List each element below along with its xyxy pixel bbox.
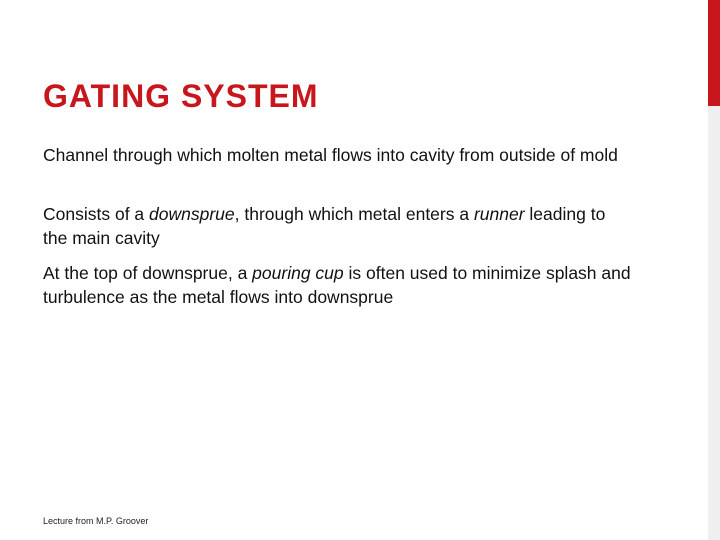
paragraph-pouring-cup: [43, 261, 633, 309]
footer-credit: Lecture from M.P. Groover: [43, 516, 149, 526]
slide-title: GATING SYSTEM: [43, 78, 319, 114]
paragraph-channel: Channel through which molten metal flows into cavity from outside of mold: [43, 145, 618, 165]
text-run: Consists of a: [43, 204, 150, 224]
paragraph-downsprue: [43, 202, 633, 250]
side-bar-accent: [708, 0, 720, 106]
text-run: , through which metal enters a: [234, 204, 474, 224]
term-downsprue: downsprue: [149, 204, 235, 224]
text-run: leading to the main cavity: [43, 204, 606, 248]
text-run: is often used to minimize splash and turbulence as the metal flows into downsprue: [43, 263, 631, 307]
text-run: At the top of downsprue, a: [43, 263, 253, 283]
term-runner: runner: [473, 204, 525, 224]
term-pouring-cup: pouring cup: [252, 263, 344, 283]
